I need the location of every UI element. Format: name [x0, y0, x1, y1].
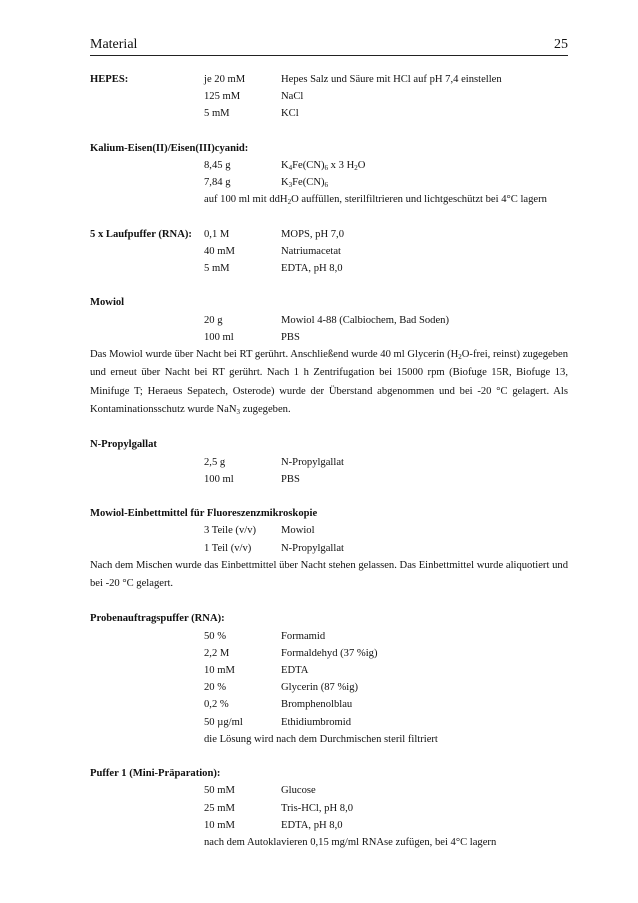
note: die Lösung wird nach dem Durchmischen steril filtriert [204, 733, 438, 745]
note: auf 100 ml mit ddH$_2$O auffüllen, sterilfiltrieren und lichtgeschützt bei 4°C lagern [204, 194, 547, 207]
document-body [90, 71, 568, 851]
component: PBS [281, 331, 300, 343]
section-probenauftragspuffer [90, 610, 568, 748]
component: Formamid [281, 630, 326, 642]
header-title: Material [90, 37, 138, 52]
amount: 10 mM [204, 665, 235, 677]
component: Mowiol [281, 525, 315, 537]
section-label: Puffer 1 (Mini-Präparation): [90, 768, 221, 780]
amount: 10 mM [204, 819, 235, 831]
table-row [90, 540, 568, 557]
section-label: Kalium-Eisen(II)/Eisen(III)cyanid: [90, 142, 249, 154]
amount: 100 ml [204, 331, 234, 343]
component: MOPS, pH 7,0 [281, 228, 344, 240]
amount: 8,45 g [204, 159, 231, 171]
amount: 3 Teile (v/v) [204, 525, 257, 537]
component: NaCl [281, 91, 304, 103]
table-row [90, 312, 568, 329]
component: Glycerin (87 %ig) [281, 682, 359, 694]
component: Ethidiumbromid [281, 716, 352, 728]
component: EDTA [281, 665, 309, 677]
paragraph: Nach dem Mischen wurde das Einbettmittel über Nacht stehen gelassen. Das Einbettmittel wurde aliquotiert und bei -20 °C gelagert. [90, 559, 568, 589]
component: EDTA, pH 8,0 [281, 819, 343, 831]
table-row [90, 243, 568, 260]
amount: 20 g [204, 314, 223, 326]
table-row [90, 834, 568, 851]
component: Tris-HCl, pH 8,0 [281, 802, 354, 814]
component: Mowiol 4-88 (Calbiochem, Bad Soden) [281, 314, 450, 326]
amount: 7,84 g [204, 177, 231, 189]
component: N-Propylgallat [281, 456, 344, 468]
table-row [90, 471, 568, 488]
table-row [90, 174, 568, 191]
table-row [90, 105, 568, 122]
table-row [90, 714, 568, 731]
amount: 5 mM [204, 263, 230, 275]
table-row [90, 522, 568, 539]
component: Glucose [281, 785, 316, 797]
section-laufpuffer [90, 226, 568, 278]
table-row [90, 157, 568, 174]
table-row [90, 782, 568, 799]
page-header [90, 37, 568, 56]
section-label: Probenauftragspuffer (RNA): [90, 613, 225, 625]
component: PBS [281, 473, 300, 485]
table-row [90, 88, 568, 105]
amount: 50 µg/ml [204, 716, 243, 728]
amount: 1 Teil (v/v) [204, 542, 252, 554]
amount: 40 mM [204, 245, 235, 257]
amount: 125 mM [204, 91, 241, 103]
amount: 50 % [204, 630, 227, 642]
component: Hepes Salz und Säure mit HCl auf pH 7,4 einstellen [281, 74, 502, 85]
amount: 0,2 % [204, 699, 229, 711]
component: $K_4Fe(CN)_6$ x 3 $H_2O$ [281, 159, 366, 172]
amount: 0,1 M [204, 228, 230, 240]
table-row [90, 329, 568, 346]
section-label: 5 x Laufpuffer (RNA): [90, 228, 192, 240]
component: Formaldehyd (37 %ig) [281, 647, 378, 659]
table-row [90, 71, 568, 88]
table-row [90, 645, 568, 662]
amount: 20 % [204, 682, 227, 694]
table-row [90, 679, 568, 696]
table-row [90, 628, 568, 645]
section-hepes [90, 71, 568, 123]
page-number: 25 [554, 37, 568, 52]
amount: 25 mM [204, 802, 235, 814]
component: EDTA, pH 8,0 [281, 263, 343, 275]
table-row [90, 800, 568, 817]
section-kalium [90, 140, 568, 209]
section-label: Mowiol-Einbettmittel für Fluoreszenzmikroskopie [90, 508, 318, 520]
table-row [90, 696, 568, 713]
section-mowiol [90, 294, 568, 419]
component: N-Propylgallat [281, 542, 344, 554]
section-label: N-Propylgallat [90, 439, 157, 451]
component: Bromphenolblau [281, 699, 353, 711]
table-row [90, 662, 568, 679]
amount: 2,5 g [204, 456, 226, 468]
component: $K_3Fe(CN)_6$ [281, 177, 329, 190]
note: nach dem Autoklavieren 0,15 mg/ml RNAse zufügen, bei 4°C lagern [204, 836, 497, 848]
section-einbettmittel [90, 505, 568, 593]
section-puffer1 [90, 765, 568, 851]
table-row [90, 191, 568, 208]
amount: 5 mM [204, 108, 230, 120]
section-label: Mowiol [90, 297, 125, 309]
component: Natriumacetat [281, 245, 341, 257]
component: KCl [281, 108, 299, 120]
table-row [90, 260, 568, 277]
paragraph: Das Mowiol wurde über Nacht bei RT gerührt. Anschließend wurde 40 ml Glycerin ($H_2O$-frei, reinst) zugegeben und erneut über Nacht bei RT gerührt. Nach 1 h Zentrifugation bei 15000 rpm (Biofuge 15R, Biofuge 13, Minifuge T; Heraeus Sepatech, Osterode) wurde der Überstand abgenommen und bei -20 °C gelagert. Als Kontaminationsschutz wurde NaN$_3$ zugegeben. [90, 349, 568, 416]
table-row [90, 731, 568, 748]
amount: 50 mM [204, 785, 235, 797]
amount: 100 ml [204, 473, 234, 485]
table-row [90, 226, 568, 243]
section-label: HEPES: [90, 74, 129, 85]
amount: 2,2 M [204, 647, 230, 659]
amount: je 20 mM [204, 74, 246, 85]
table-row [90, 817, 568, 834]
table-row [90, 454, 568, 471]
section-propylgallat [90, 436, 568, 488]
